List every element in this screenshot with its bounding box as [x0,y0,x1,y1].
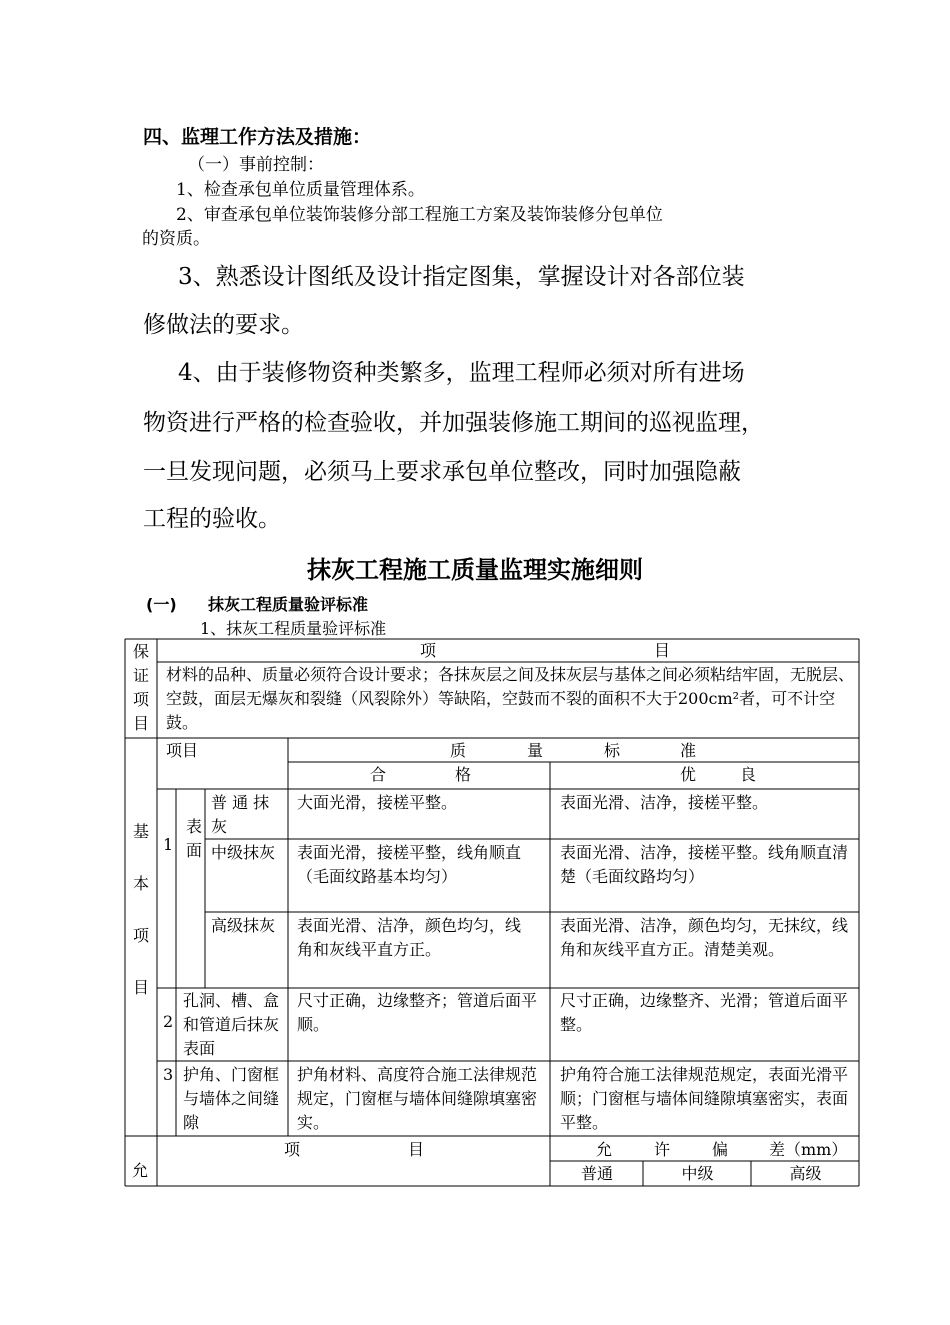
quality-standard-2: 量 [527,741,544,760]
quality-standard-3: 标 [604,741,621,760]
allow-item-mu: 目 [408,1140,425,1159]
quality-standard-1: 质 [450,741,467,760]
allow-label: 允 [132,1161,149,1180]
row1a-name: 普 通 抹灰 [211,793,270,836]
good-label-2: 良 [740,765,757,784]
item-2-line-2: 的资质。 [142,229,210,249]
level-high: 高级 [789,1164,822,1183]
subheading: （一）事前控制： [188,155,324,175]
item-2-line-1: 2、审查承包单位装饰装修分部工程施工方案及装饰装修分包单位 [176,205,663,225]
row1a-pass: 大面光滑，接槎平整。 [297,793,458,812]
level-normal: 普通 [580,1164,613,1183]
item-3-line-1: 3、熟悉设计图纸及设计指定图集，掌握设计对各部位装 [178,264,745,290]
item-4-line-4: 工程的验收。 [143,506,281,532]
item-3-line-2: 修做法的要求。 [143,312,304,338]
row2-pass: 尺寸正确，边缘整齐；管道后面平顺。 [297,991,538,1034]
allow-dev-4: 差（mm） [769,1140,848,1159]
table-caption: 1、抹灰工程质量验评标准 [200,619,387,638]
row1-number: 1 [163,835,174,854]
good-label-1: 优 [680,765,697,784]
surface-label: 表 面 [185,817,202,860]
row1a-good: 表面光滑、洁净，接槎平整。 [560,793,769,812]
allow-dev-2: 许 [654,1140,671,1159]
allow-dev-3: 偏 [712,1140,729,1159]
row3-number: 3 [163,1065,174,1084]
pass-label-1: 合 [370,765,387,784]
row1b-name: 中级抹灰 [211,843,276,862]
row3-good: 护角符合施工法律规范规定，表面光滑平顺；门窗框与墙体间缝隙填塞密实，表面平整。 [560,1065,849,1132]
header-xiang: 项 [420,641,437,660]
subsection-title: 抹灰工程质量验评标准 [208,595,369,614]
section-heading: 四、监理工作方法及措施： [143,126,372,148]
row1c-good: 表面光滑、洁净，颜色均匀，无抹纹，线角和灰线平直方正。清楚美观。 [560,916,849,959]
row3-name: 护角、门窗框与墙体之间缝隙 [183,1065,280,1132]
header-mu: 目 [654,641,671,660]
row3-pass: 护角材料、高度符合施工法律规范规定，门窗框与墙体间缝隙填塞密实。 [297,1065,538,1132]
guarantee-text: 材料的品种、质量必须符合设计要求；各抹灰层之间及抹灰层与基体之间必须粘结牢固，无脱层、空鼓，面层无爆灰和裂缝（风裂除外）等缺陷，空鼓而不裂的面积不大于200cm²者，可不计空鼓。 [166,665,855,732]
quality-standard-4: 准 [680,741,697,760]
row2-number: 2 [163,1012,174,1031]
item-4-line-2: 物资进行严格的检查验收，并加强装修施工期间的巡视监理， [143,410,764,436]
row2-good: 尺寸正确，边缘整齐、光滑；管道后面平整。 [560,991,849,1034]
row2-name: 孔洞、槽、盒和管道后抹灰表面 [183,991,280,1058]
row1b-pass: 表面光滑，接槎平整，线角顺直（毛面纹路基本均匀） [297,843,522,886]
item-4-line-1: 4、由于装修物资种类繁多，监理工程师必须对所有进场 [178,360,745,386]
guarantee-label: 保 证 项 目 [132,642,149,733]
level-middle: 中级 [681,1164,714,1183]
row1b-good: 表面光滑、洁净，接槎平整。线角顺直清楚（毛面纹路均匀） [560,843,849,886]
pass-label-2: 格 [455,765,472,784]
item-header: 项目 [166,741,199,760]
basic-label: 基 本 项 目 [132,822,149,997]
allow-item-xiang: 项 [284,1140,301,1159]
row1c-pass: 表面光滑、洁净，颜色均匀，线角和灰线平直方正。 [297,916,522,959]
document-title: 抹灰工程施工质量监理实施细则 [307,556,643,584]
item-4-line-3: 一旦发现问题，必须马上要求承包单位整改，同时加强隐蔽 [143,459,741,485]
row1c-name: 高级抹灰 [211,916,276,935]
subsection-number: (一) [146,595,177,614]
item-1: 1、检查承包单位质量管理体系。 [176,180,425,200]
allow-dev-1: 允 [596,1140,613,1159]
